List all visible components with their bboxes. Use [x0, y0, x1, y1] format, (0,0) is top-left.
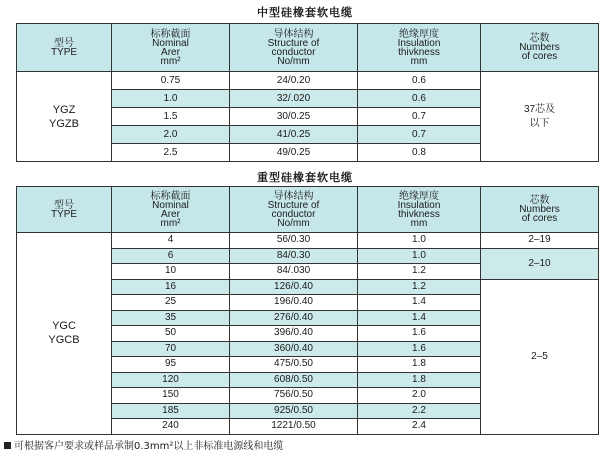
area-cell: 6 — [112, 248, 230, 264]
header-cores: 芯数 Numbers of cores — [481, 24, 599, 72]
table-row — [17, 72, 599, 90]
table2-title: 重型硅橡套软电缆 — [257, 171, 353, 184]
structure-cell: 56/0.30 — [230, 233, 358, 249]
header-type: 型号 TYPE — [17, 24, 112, 72]
structure-cell: 32/.020 — [230, 90, 358, 108]
area-cell: 240 — [112, 419, 230, 435]
header-insulation: 绝缘厚度 Insulation thivkness mm — [358, 24, 481, 72]
header-area: 标称截面 Nominal Arer mm² — [112, 24, 230, 72]
header-cores: 芯数 Numbers of cores — [481, 187, 599, 233]
area-cell: 120 — [112, 372, 230, 388]
structure-cell: 84/.030 — [230, 264, 358, 280]
insulation-cell: 0.7 — [358, 126, 481, 144]
header-structure: 导体结构 Structure of conductor No/mm — [230, 187, 358, 233]
area-cell: 95 — [112, 357, 230, 373]
structure-cell: 608/0.50 — [230, 372, 358, 388]
cores-cell: 2–19 — [481, 233, 599, 249]
area-cell: 70 — [112, 341, 230, 357]
table-row — [17, 233, 599, 249]
structure-cell: 925/0.50 — [230, 403, 358, 419]
insulation-cell: 1.0 — [358, 248, 481, 264]
insulation-cell: 1.4 — [358, 295, 481, 311]
structure-cell: 475/0.50 — [230, 357, 358, 373]
structure-cell: 84/0.30 — [230, 248, 358, 264]
area-cell: 4 — [112, 233, 230, 249]
structure-cell: 396/0.40 — [230, 326, 358, 342]
structure-cell: 1221/0.50 — [230, 419, 358, 435]
structure-cell: 49/0.25 — [230, 144, 358, 162]
area-cell: 185 — [112, 403, 230, 419]
structure-cell: 756/0.50 — [230, 388, 358, 404]
structure-cell: 196/0.40 — [230, 295, 358, 311]
header-area: 标称截面 Nominal Arer mm² — [112, 187, 230, 233]
insulation-cell: 2.2 — [358, 403, 481, 419]
structure-cell: 126/0.40 — [230, 279, 358, 295]
insulation-cell: 1.2 — [358, 264, 481, 280]
area-cell: 50 — [112, 326, 230, 342]
insulation-cell: 1.6 — [358, 326, 481, 342]
area-cell: 35 — [112, 310, 230, 326]
insulation-cell: 0.8 — [358, 144, 481, 162]
cores-cell: 2–5 — [481, 279, 599, 434]
area-cell: 16 — [112, 279, 230, 295]
insulation-cell: 2.0 — [358, 388, 481, 404]
area-cell: 0.75 — [112, 72, 230, 90]
footnote — [4, 437, 283, 452]
footnote-text: 可根据客户要求或样品承制0.3mm²以上非标准电源线和电缆 — [14, 441, 284, 452]
insulation-cell: 1.6 — [358, 341, 481, 357]
heavy-cable-table — [16, 186, 599, 435]
area-cell: 2.0 — [112, 126, 230, 144]
area-cell: 2.5 — [112, 144, 230, 162]
area-cell: 1.5 — [112, 108, 230, 126]
structure-cell: 41/0.25 — [230, 126, 358, 144]
area-cell: 25 — [112, 295, 230, 311]
structure-cell: 24/0.20 — [230, 72, 358, 90]
structure-cell: 276/0.40 — [230, 310, 358, 326]
insulation-cell: 1.2 — [358, 279, 481, 295]
insulation-cell: 1.8 — [358, 372, 481, 388]
insulation-cell: 1.8 — [358, 357, 481, 373]
insulation-cell: 1.4 — [358, 310, 481, 326]
type-cell: YGC YGCB — [17, 233, 112, 435]
area-cell: 150 — [112, 388, 230, 404]
medium-cable-table — [16, 23, 599, 162]
header-insulation: 绝缘厚度 Insulation thivkness mm — [358, 187, 481, 233]
insulation-cell: 0.6 — [358, 90, 481, 108]
insulation-cell: 0.7 — [358, 108, 481, 126]
area-cell: 1.0 — [112, 90, 230, 108]
type-cell: YGZ YGZB — [17, 72, 112, 162]
structure-cell: 360/0.40 — [230, 341, 358, 357]
table1-header-row — [17, 24, 599, 72]
insulation-cell: 2.4 — [358, 419, 481, 435]
square-bullet-icon — [4, 442, 11, 449]
cores-cell: 2–10 — [481, 248, 599, 279]
header-type: 型号 TYPE — [17, 187, 112, 233]
cores-cell: 37芯及 以下 — [481, 72, 599, 162]
area-cell: 10 — [112, 264, 230, 280]
insulation-cell: 0.6 — [358, 72, 481, 90]
header-structure: 导体结构 Structure of conductor No/mm — [230, 24, 358, 72]
table1-title: 中型硅橡套软电缆 — [257, 6, 353, 19]
table2-header-row — [17, 187, 599, 233]
structure-cell: 30/0.25 — [230, 108, 358, 126]
insulation-cell: 1.0 — [358, 233, 481, 249]
